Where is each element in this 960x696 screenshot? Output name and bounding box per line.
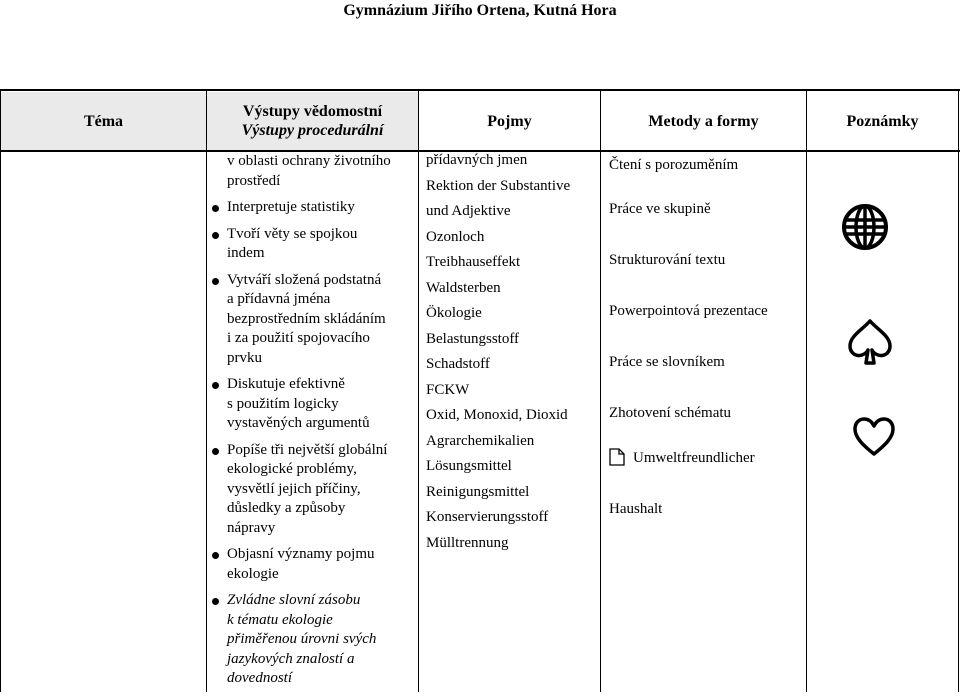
list-item: Tvoří věty se spojkou indem: [210, 225, 416, 264]
pojem-item: Rektion der Substantive: [426, 177, 571, 194]
vystupy-column: [210, 152, 416, 696]
metoda-item: Powerpointová prezentace: [609, 303, 768, 319]
header-metody: Metody a formy: [648, 112, 759, 130]
metody-doc-line: Umweltfreundlicher: [633, 450, 755, 466]
list-item: Zvládne slovní zásobu k tématu ekologie přiměřenou úrovni svých jazykových znalostí a dovedností: [210, 591, 416, 689]
metoda-item: Strukturování textu: [609, 252, 726, 268]
pojem-item: und Adjektive: [426, 203, 511, 219]
header-tema: Téma: [1, 92, 206, 150]
bullet-icon: [212, 278, 219, 285]
pojem-item: Schadstoff: [426, 356, 490, 372]
pojem-item: Ozonloch: [426, 228, 485, 245]
header-poznamky: Poznámky: [846, 112, 919, 130]
pojem-item: Belastungsstoff: [426, 330, 520, 347]
pojem-item: přídavných jmen: [426, 152, 528, 168]
header-vystupy: Výstupy vědomostní Výstupy procedurální: [207, 92, 418, 150]
metoda-item: Práce se slovníkem: [609, 354, 725, 370]
col-divider: [418, 90, 419, 692]
col-divider: [0, 90, 1, 692]
pojem-item: Lösungsmittel: [426, 458, 512, 474]
list-item: Objasní významy pojmu ekologie: [210, 545, 416, 584]
pojem-item: Mülltrennung: [426, 534, 509, 551]
vystupy-lead: v oblasti ochrany životního: [227, 153, 391, 169]
pojem-item: Reinigungsmittel: [426, 483, 530, 500]
bullet-icon: [212, 448, 219, 455]
pojem-item: Oxid, Monoxid, Dioxid: [426, 407, 568, 423]
school-title: Gymnázium Jiřího Ortena, Kutná Hora: [343, 2, 617, 19]
header-pojmy: Pojmy: [487, 112, 532, 130]
col-divider: [958, 90, 959, 692]
metoda-item: Zhotovení schématu: [609, 405, 732, 421]
list-item: Vytváří složená podstatná a přídavná jména bezprostředním skládáním i za použití spojovacího prvku: [210, 271, 416, 369]
document-icon: [609, 448, 625, 466]
pojem-item: FCKW: [426, 381, 470, 398]
list-item: Diskutuje efektivně s použitím logicky vystavěných argumentů: [210, 375, 416, 434]
spade-icon: [847, 318, 893, 366]
globe-icon: [841, 203, 889, 251]
metoda-item: Čtení s porozuměním: [609, 157, 739, 173]
bullet-icon: [212, 552, 219, 559]
col-divider: [600, 90, 601, 692]
bullet-icon: [212, 232, 219, 239]
metody-doc-item: [609, 448, 805, 519]
metody-column: [609, 155, 805, 550]
pojem-item: Agrarchemikalien: [426, 432, 535, 449]
heart-icon: [852, 416, 896, 458]
metoda-item: Práce ve skupině: [609, 201, 711, 217]
pojem-item: Ökologie: [426, 305, 482, 321]
bullet-icon: [212, 382, 219, 389]
pojem-item: Waldsterben: [426, 279, 501, 296]
metody-doc-line: Haushalt: [609, 501, 663, 517]
pojmy-column: [426, 148, 598, 556]
col-divider: [806, 90, 807, 692]
col-divider: [206, 90, 207, 692]
pojem-item: Konservierungsstoff: [426, 509, 549, 525]
list-item: Interpretuje statistiky: [210, 198, 416, 218]
list-item: Popíše tři největší globální ekologické problémy, vysvětlí jejich příčiny, důsledky a způsoby nápravy: [210, 441, 416, 539]
table-top-border: [0, 89, 960, 91]
vystupy-lead: prostředí: [227, 172, 281, 189]
bullet-icon: [212, 205, 219, 212]
pojem-item: Treibhauseffekt: [426, 254, 521, 270]
